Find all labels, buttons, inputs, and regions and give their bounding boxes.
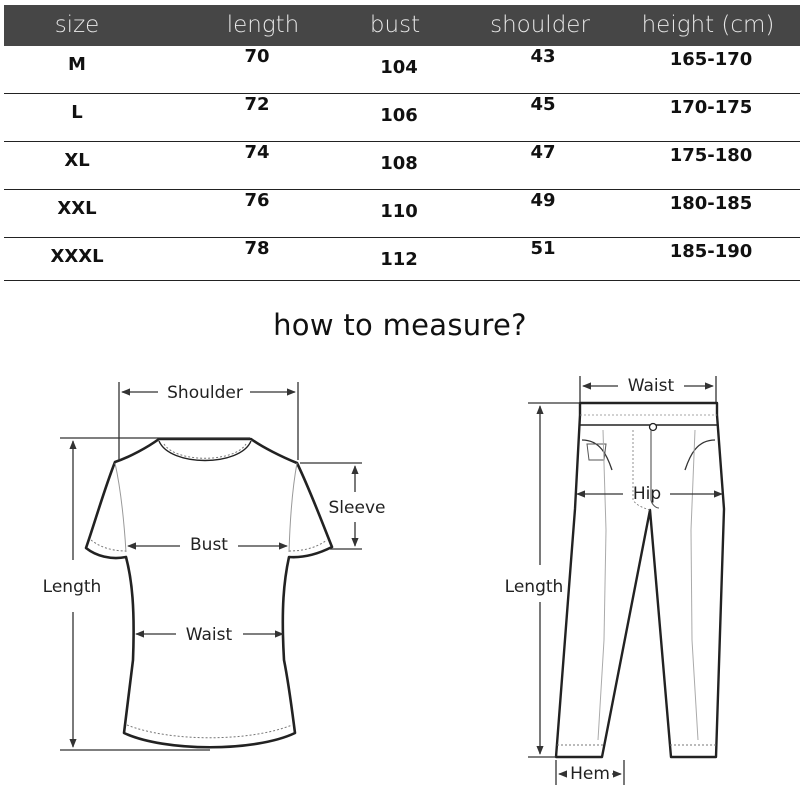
shoulder-label: Shoulder [167,383,243,403]
cell-bust: 112 [380,249,418,270]
cell-height: 165-170 [669,49,753,70]
cell-length: 78 [244,238,270,259]
header-shoulder: shoulder [490,12,590,38]
cell-size: XL [64,150,90,171]
pants-diagram [505,376,724,785]
cell-height: 185-190 [669,241,753,262]
tshirt-length-label: Length [42,577,102,597]
header-size: size [54,12,100,38]
cell-size: M [68,54,86,75]
cell-shoulder: 43 [530,46,556,67]
cell-size: XXXL [50,246,104,267]
bust-label: Bust [190,535,228,555]
tshirt-outline [86,439,332,747]
cell-size: L [71,102,83,123]
pants-length-label: Length [504,577,564,597]
header-height: height (cm) [641,12,775,38]
cell-bust: 108 [380,153,418,174]
hip-label: Hip [632,484,662,504]
sleeve-label: Sleeve [328,498,386,518]
hem-label: Hem [570,764,610,784]
cell-height: 180-185 [669,193,753,214]
tshirt-waist-label: Waist [185,625,233,645]
cell-bust: 104 [380,57,418,78]
cell-length: 72 [244,94,270,115]
cell-height: 170-175 [669,97,753,118]
cell-bust: 106 [380,105,418,126]
header-length: length [226,12,300,38]
header-bust: bust [369,12,421,38]
cell-shoulder: 51 [530,238,556,259]
cell-shoulder: 49 [530,190,556,211]
section-title: how to measure? [273,308,527,342]
cell-length: 70 [244,46,270,67]
cell-length: 76 [244,190,270,211]
cell-size: XXL [57,198,97,219]
button-icon [650,424,657,431]
cell-length: 74 [244,142,270,163]
tshirt-diagram [43,382,386,750]
pants-outline [556,403,724,757]
cell-height: 175-180 [669,145,753,166]
cell-shoulder: 47 [530,142,556,163]
pants-waist-label: Waist [627,376,675,396]
cell-bust: 110 [380,201,418,222]
cell-shoulder: 45 [530,94,556,115]
